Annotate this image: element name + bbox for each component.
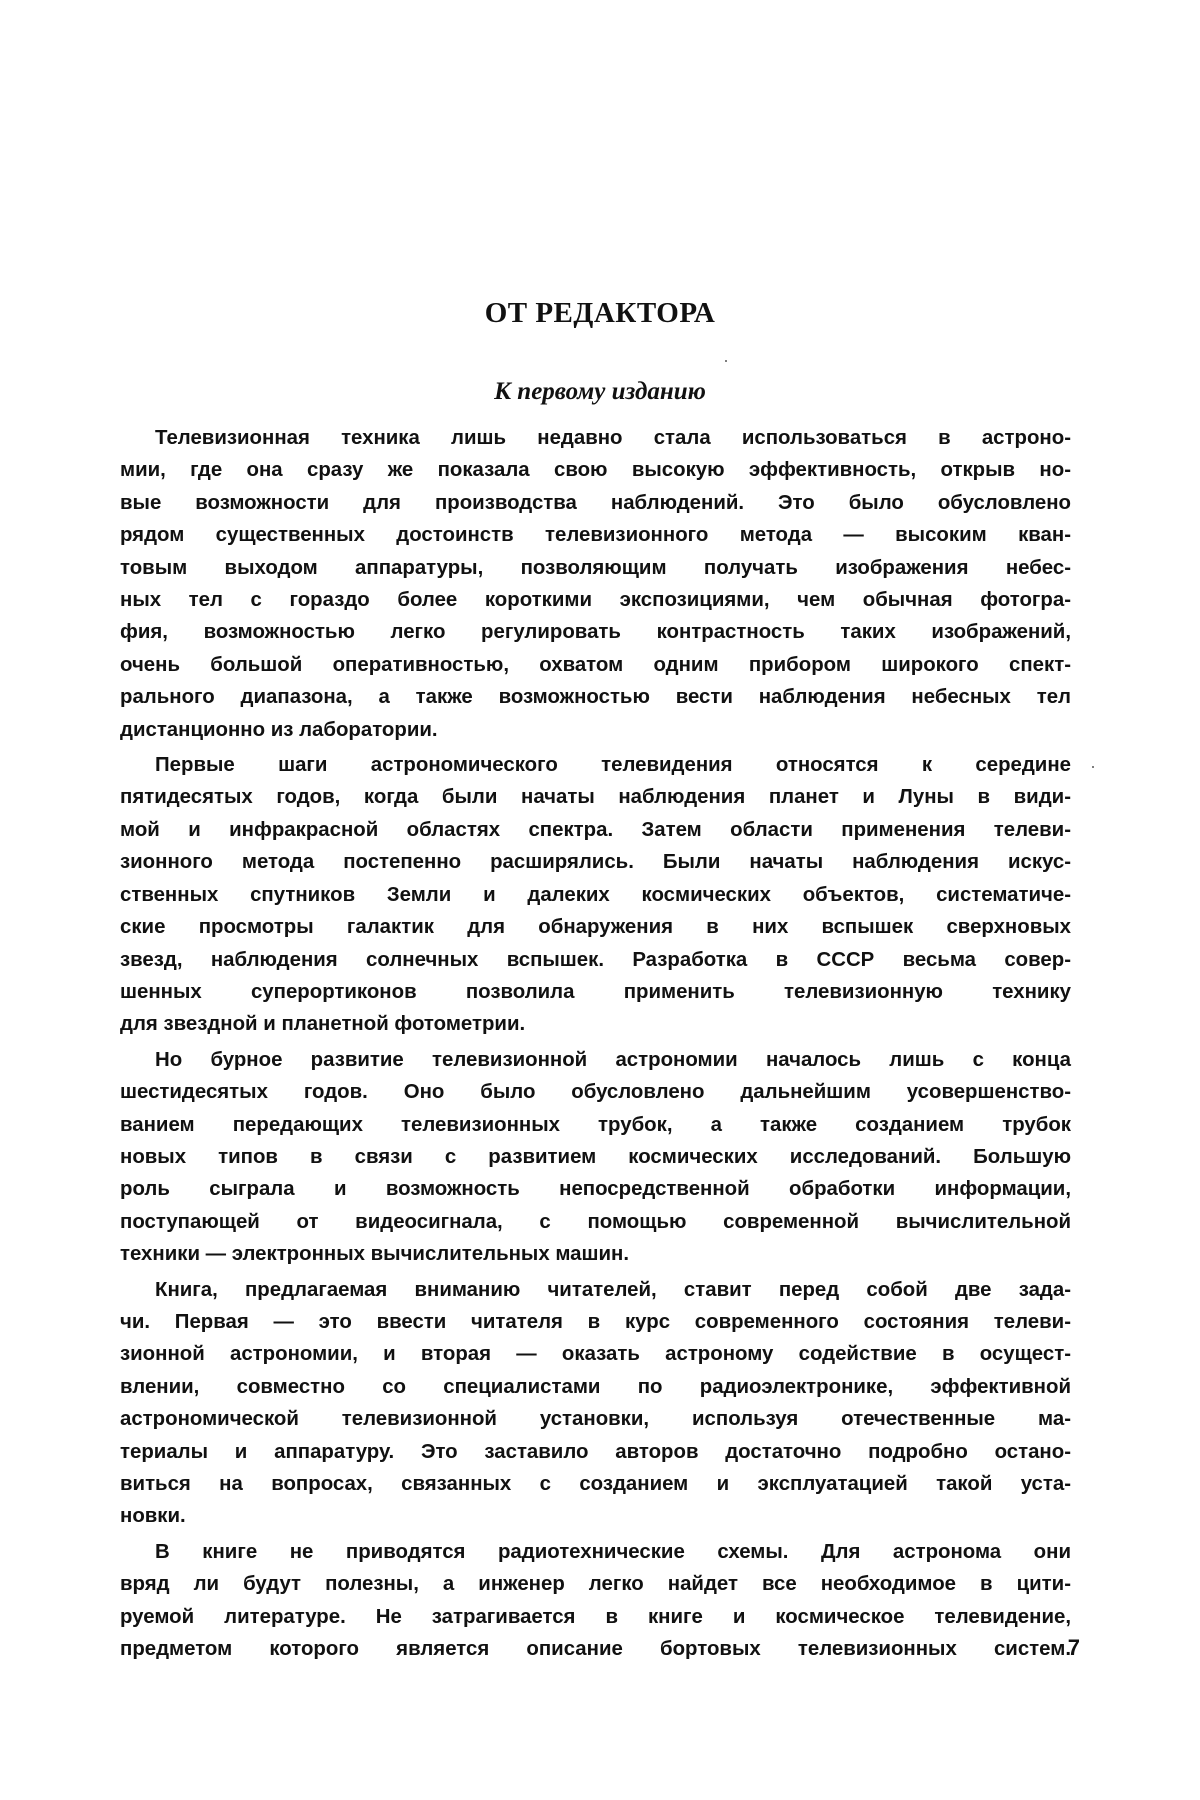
text-line: новки. [120, 1505, 186, 1528]
scan-speck [725, 360, 727, 362]
page-number: 7 [1067, 1635, 1080, 1660]
body-text [120, 422, 1071, 1668]
text-line: Но бурное развитие телевизионной астрономии началось лишь с конца [155, 1048, 1071, 1071]
text-line: шенных суперортиконов позволила применить телевизионную технику [120, 980, 1071, 1003]
text-line: фия, возможностью легко регулировать контрастность таких изображений, [120, 621, 1071, 644]
text-line: вые возможности для производства наблюдений. Это было обусловлено [120, 491, 1071, 514]
text-line: зионной астрономии, и вторая — оказать астроному содействие в осущест- [120, 1343, 1071, 1366]
text-line: виться на вопросах, связанных с созданием и эксплуатацией такой уста- [120, 1473, 1071, 1495]
text-line: мой и инфракрасной областях спектра. Затем области применения телеви- [120, 818, 1071, 841]
text-line: мии, где она сразу же показала свою высокую эффективность, открыв но- [120, 459, 1071, 482]
text-line: зионного метода постепенно расширялись. Были начаты наблюдения искус- [120, 851, 1071, 874]
text-line: В книге не приводятся радиотехнические схемы. Для астронома они [155, 1540, 1071, 1563]
text-line: звезд, наблюдения солнечных вспышек. Разработка в СССР весьма совер- [120, 948, 1071, 971]
text-line: вряд ли будут полезны, а инженер легко найдет все необходимое в цити- [120, 1573, 1071, 1596]
paragraph [120, 1044, 1071, 1271]
text-line: териалы и аппаратуру. Это заставило авторов достаточно подробно остано- [120, 1440, 1071, 1463]
text-line: для звездной и планетной фотометрии. [120, 1013, 526, 1036]
paragraph [120, 422, 1071, 746]
text-line: чи. Первая — это ввести читателя в курс современного состояния телеви- [120, 1310, 1071, 1333]
scan-speck [1092, 766, 1094, 768]
text-line: ские просмотры галактик для обнаружения в них вспышек сверхновых [120, 916, 1071, 939]
page-subtitle: К первому изданию [494, 378, 706, 405]
text-line: руемой литературе. Не затрагивается в книге и космическое телевидение, [120, 1605, 1071, 1628]
text-line: астрономической телевизионной установки, используя отечественные ма- [120, 1408, 1071, 1431]
text-line: Книга, предлагаемая вниманию читателей, ставит перед собой две зада- [155, 1278, 1071, 1301]
paragraph [120, 1274, 1071, 1533]
text-line: дистанционно из лаборатории. [120, 718, 438, 741]
text-line: техники — электронных вычислительных машин. [120, 1243, 630, 1266]
text-line: очень большой оперативностью, охватом одним прибором широкого спект- [120, 653, 1071, 676]
paragraph [120, 749, 1071, 1041]
text-line: ственных спутников Земли и далеких космических объектов, систематиче- [120, 883, 1071, 906]
text-line: роль сыграла и возможность непосредственной обработки информации, [120, 1178, 1071, 1201]
text-line: шестидесятых годов. Оно было обусловлено дальнейшим усовершенство- [120, 1081, 1071, 1104]
text-line: пятидесятых годов, когда были начаты наблюдения планет и Луны в види- [120, 786, 1071, 809]
text-line: товым выходом аппаратуры, позволяющим получать изображения небес- [120, 556, 1071, 579]
text-line: ванием передающих телевизионных трубок, а также созданием трубок [120, 1113, 1071, 1136]
text-line: предметом которого является описание бортовых телевизионных систем. [120, 1638, 1071, 1661]
text-line: новых типов в связи с развитием космических исследований. Большую [120, 1145, 1071, 1168]
paragraph [120, 1536, 1071, 1666]
text-line: рального диапазона, а также возможностью вести наблюдения небесных тел [120, 686, 1071, 709]
text-line: рядом существенных достоинств телевизионного метода — высоким кван- [120, 524, 1071, 547]
page-title: ОТ РЕДАКТОРА [484, 297, 716, 329]
text-line: Первые шаги астрономического телевидения относятся к середине [155, 754, 1071, 777]
text-line: поступающей от видеосигнала, с помощью современной вычислительной [120, 1210, 1071, 1233]
text-line: влении, совместно со специалистами по радиоэлектронике, эффективной [120, 1375, 1071, 1398]
text-line: ных тел с гораздо более короткими экспозициями, чем обычная фотогра- [120, 589, 1071, 612]
text-line: Телевизионная техника лишь недавно стала использоваться в астроно- [155, 427, 1071, 449]
